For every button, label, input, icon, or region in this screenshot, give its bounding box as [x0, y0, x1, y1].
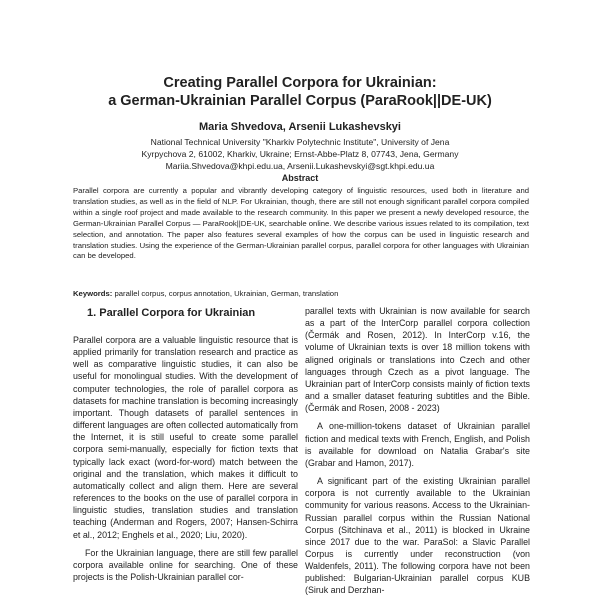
keywords-text: parallel corpus, corpus annotation, Ukrainian, German, translation [114, 289, 339, 298]
title-line-1: Creating Parallel Corpora for Ukrainian: [163, 75, 437, 91]
paper-title [0, 74, 600, 110]
paragraph: A significant part of the existing Ukrainian parallel corpora is not currently available to the Ukrainian community for various reasons. Access to the Ukrainian-Russian parallel corpus within the Russian National Corpus (Sitchinava et al., 2011) is blocked in Ukraine since 2017 due to the war. ParaSol: a Slavic Parallel Corpus is currently under reconstruction (von Waldenfels, 2011). The following corpora have not been published: Bulgarian-Ukrainian parallel corpus KUB (Siruk and Derzhan- [305, 476, 530, 596]
affiliation-line-1: National Technical University "Kharkiv Polytechnic Institute", University of Jena [150, 137, 450, 147]
right-column [305, 305, 530, 597]
keywords-label: Keywords: [73, 289, 113, 298]
paragraph: For the Ukrainian language, there are still few parallel corpora available online for searching. One of these projects is the Polish-Ukrainian parallel cor- [73, 547, 298, 582]
affiliation-line-2: Kyrpychova 2, 61002, Kharkiv, Ukraine; Ernst-Abbe-Platz 8, 07743, Jena, Germany [141, 149, 459, 159]
paragraph: A one-million-tokens dataset of Ukrainian parallel fiction and medical texts with French, English, and Polish is available for download on Natalia Grabar's site (Grabar and Hamon, 2017). [305, 421, 530, 468]
abstract-heading: Abstract [281, 173, 319, 183]
abstract-text: Parallel corpora are currently a popular and vibrantly developing category of linguistic resources, used both in literature and translation studies, as well as in the field of NLP. For Ukrainian, though, there are still not enough significant parallel corpora compiled within a single roof project and made available to the research community. In this paper we present a newly developed resource, the German-Ukrainian Parallel Corpus — ParaRook||DE-UK, searchable online. We describe various issues related to its compilation, text selection, and annotation. The paper also features several examples of how the corpus can be used in linguistic research and translation studies. Using the experience of the German-Ukrainian parallel corpus, parallel corpora for other languages with Ukrainian can be developed. [73, 186, 529, 261]
keywords [73, 289, 529, 298]
author-emails: Mariia.Shvedova@khpi.edu.ua, Arsenii.Lukashevskyi@sgt.khpi.edu.ua [165, 161, 435, 171]
paragraph: Parallel corpora are a valuable linguistic resource that is applied primarily for translation research and practice as well as comparative linguistic studies, it can also be useful for monolingual studies. With the development of computer technologies, the role of parallel corpora as datasets for machine translation is becoming increasingly important. Though datasets of parallel sentences in different languages are often collected automatically from the Internet, it is still useful to create some parallel corpora semi-manually, especially for fiction texts that typically lack exact (word-for-word) match between the original and the translation, which makes it difficult to automatically collect and align them. Here are several references to the books on the use of parallel corpora in linguistic studies, translation studies and translation teaching (Anderman and Rogers, 2007; Hansen-Schirra et al., 2012; Enghels et al., 2020; Liu, 2020). [73, 335, 298, 540]
author-list: Maria Shvedova, Arsenii Lukashevskyi [199, 121, 401, 133]
paragraph: parallel texts with Ukrainian is now available for search as a part of the InterCorp parallel corpora collection (Čermák and Rosen, 2012). In InterCorp v.16, the volume of Ukrainian texts is over 18 million tokens with aligned originals or translations into Czech and other languages through Czech as a pivot language. The Ukrainian part of InterCorp consists mainly of fiction texts and a smaller dataset featuring subtitles and the Bible. (Čermák and Rosen, 2008 - 2023) [305, 306, 530, 414]
left-column [73, 334, 298, 583]
section-heading: 1. Parallel Corpora for Ukrainian [87, 307, 256, 319]
title-line-2: a German-Ukrainian Parallel Corpus (ParaRook||DE-UK) [108, 93, 492, 109]
